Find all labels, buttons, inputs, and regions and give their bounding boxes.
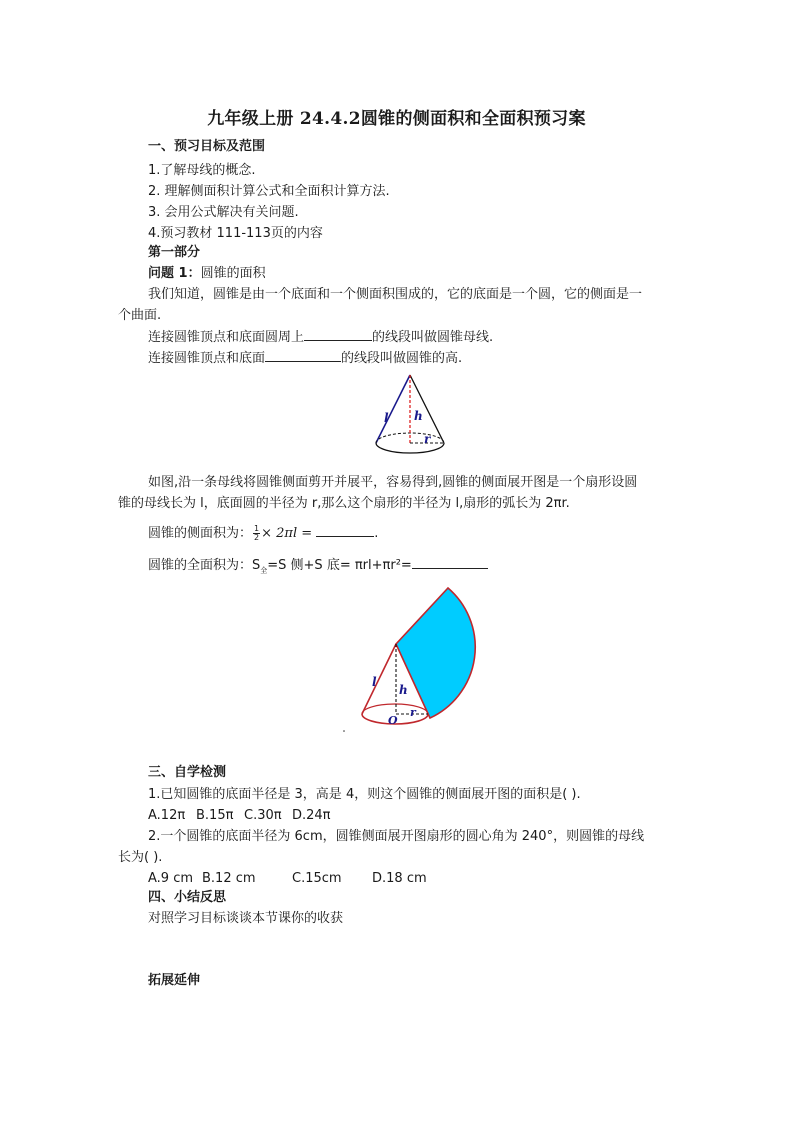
document-title: 九年级上册 24.4.2圆锥的侧面积和全面积预习案 (207, 109, 586, 129)
generatrix-definition (148, 328, 493, 347)
lateral-area-formula (148, 524, 378, 543)
section1-heading: 一、预习目标及范围 (148, 139, 266, 154)
q1-option-c[interactable]: C.30π (244, 808, 282, 823)
one-half-fraction (253, 525, 260, 542)
lateral-area-blank[interactable] (316, 524, 374, 537)
q1-option-d[interactable]: D.24π (292, 808, 331, 823)
unfold-paragraph-line1: 如图,沿一条母线将圆锥侧面剪开并展平，容易得到,圆锥的侧面展开图是一个扇形设圆 (148, 475, 638, 490)
q1-option-b[interactable]: B.15π (196, 808, 234, 823)
lateral-area-end: . (374, 526, 379, 541)
section4-heading: 四、小结反思 (148, 890, 227, 905)
total-area-subscript: 全 (260, 566, 268, 575)
cone2-base-back (362, 704, 428, 714)
goal-item-2: 2. 理解侧面积计算公式和全面积计算方法. (148, 184, 390, 199)
lateral-area-expression: × 2πl = (261, 526, 313, 541)
total-area-formula (148, 556, 488, 580)
cone-base-front (376, 443, 444, 453)
goal-item-4: 4.预习教材 111-113页的内容 (148, 226, 323, 241)
question1-label: 问题 1： (148, 266, 201, 281)
total-area-blank[interactable] (412, 556, 488, 569)
quiz-question-2-line1: 2.一个圆锥的底面半径为 6cm，圆锥侧面展开图扇形的圆心角为 240°，则圆锥的母线 (148, 829, 645, 844)
question1-text: 圆锥的面积 (200, 266, 266, 281)
height-definition (148, 349, 462, 368)
q2-option-a[interactable]: A.9 cm (148, 871, 194, 886)
quiz-question-1-options (148, 807, 340, 825)
extension-heading: 拓展延伸 (148, 973, 201, 988)
unfolded-label-r: r (410, 706, 416, 719)
fraction-denominator: 2 (254, 533, 260, 542)
q1-option-a[interactable]: A.12π (148, 808, 186, 823)
fraction-numerator: 1 (254, 524, 260, 533)
reflection-prompt: 对照学习目标谈谈本节课你的收获 (148, 911, 344, 926)
quiz-question-2-options (148, 870, 432, 888)
height-definition-after: 的线段叫做圆锥的高. (341, 351, 463, 366)
quiz-question-2-line2: 长为( ). (118, 850, 163, 865)
height-blank[interactable] (265, 349, 341, 362)
q2-option-d[interactable]: D.18 cm (372, 871, 427, 886)
q2-option-c[interactable]: C.15cm (292, 871, 342, 886)
cone-label-l: l (384, 411, 389, 425)
unfolded-label-o: O (388, 714, 398, 727)
goal-item-1: 1.了解母线的概念. (148, 163, 256, 178)
question1 (148, 265, 266, 283)
lateral-area-label: 圆锥的侧面积为： (148, 526, 253, 541)
intro-paragraph-line2: 个曲面. (118, 308, 162, 323)
height-definition-before: 连接圆锥顶点和底面 (148, 351, 266, 366)
cone-figure (368, 370, 454, 462)
generatrix-definition-before: 连接圆锥顶点和底面圆周上 (148, 330, 305, 345)
goal-item-3: 3. 会用公式解决有关问题. (148, 205, 299, 220)
unfold-paragraph-line2: 锥的母线长为 l，底面圆的半径为 r,那么这个扇形的半径为 l,扇形的弧长为 2πr. (118, 496, 570, 511)
generatrix-blank[interactable] (304, 328, 372, 341)
total-area-expression: =S 侧+S 底= πrl+πr²= (267, 558, 412, 573)
quiz-question-1: 1.已知圆锥的底面半径是 3，高是 4，则这个圆锥的侧面展开图的面积是( ). (148, 787, 581, 802)
intro-paragraph-line1: 我们知道，圆锥是由一个底面和一个侧面积围成的，它的底面是一个圆，它的侧面是一 (148, 287, 643, 302)
lateral-sector-shape (396, 588, 475, 718)
total-area-label: 圆锥的全面积为：S (148, 558, 261, 573)
unfolded-label-l: l (372, 675, 377, 689)
part1-heading: 第一部分 (148, 245, 201, 260)
section3-heading: 三、自学检测 (148, 765, 227, 780)
unfolded-cone-figure (340, 584, 480, 736)
unfolded-label-h: h (399, 683, 408, 697)
cone-label-r: r (424, 432, 431, 446)
cone-label-h: h (414, 409, 423, 423)
stray-dot (343, 730, 345, 732)
q2-option-b[interactable]: B.12 cm (202, 871, 256, 886)
generatrix-definition-after: 的线段叫做圆锥母线. (372, 330, 494, 345)
